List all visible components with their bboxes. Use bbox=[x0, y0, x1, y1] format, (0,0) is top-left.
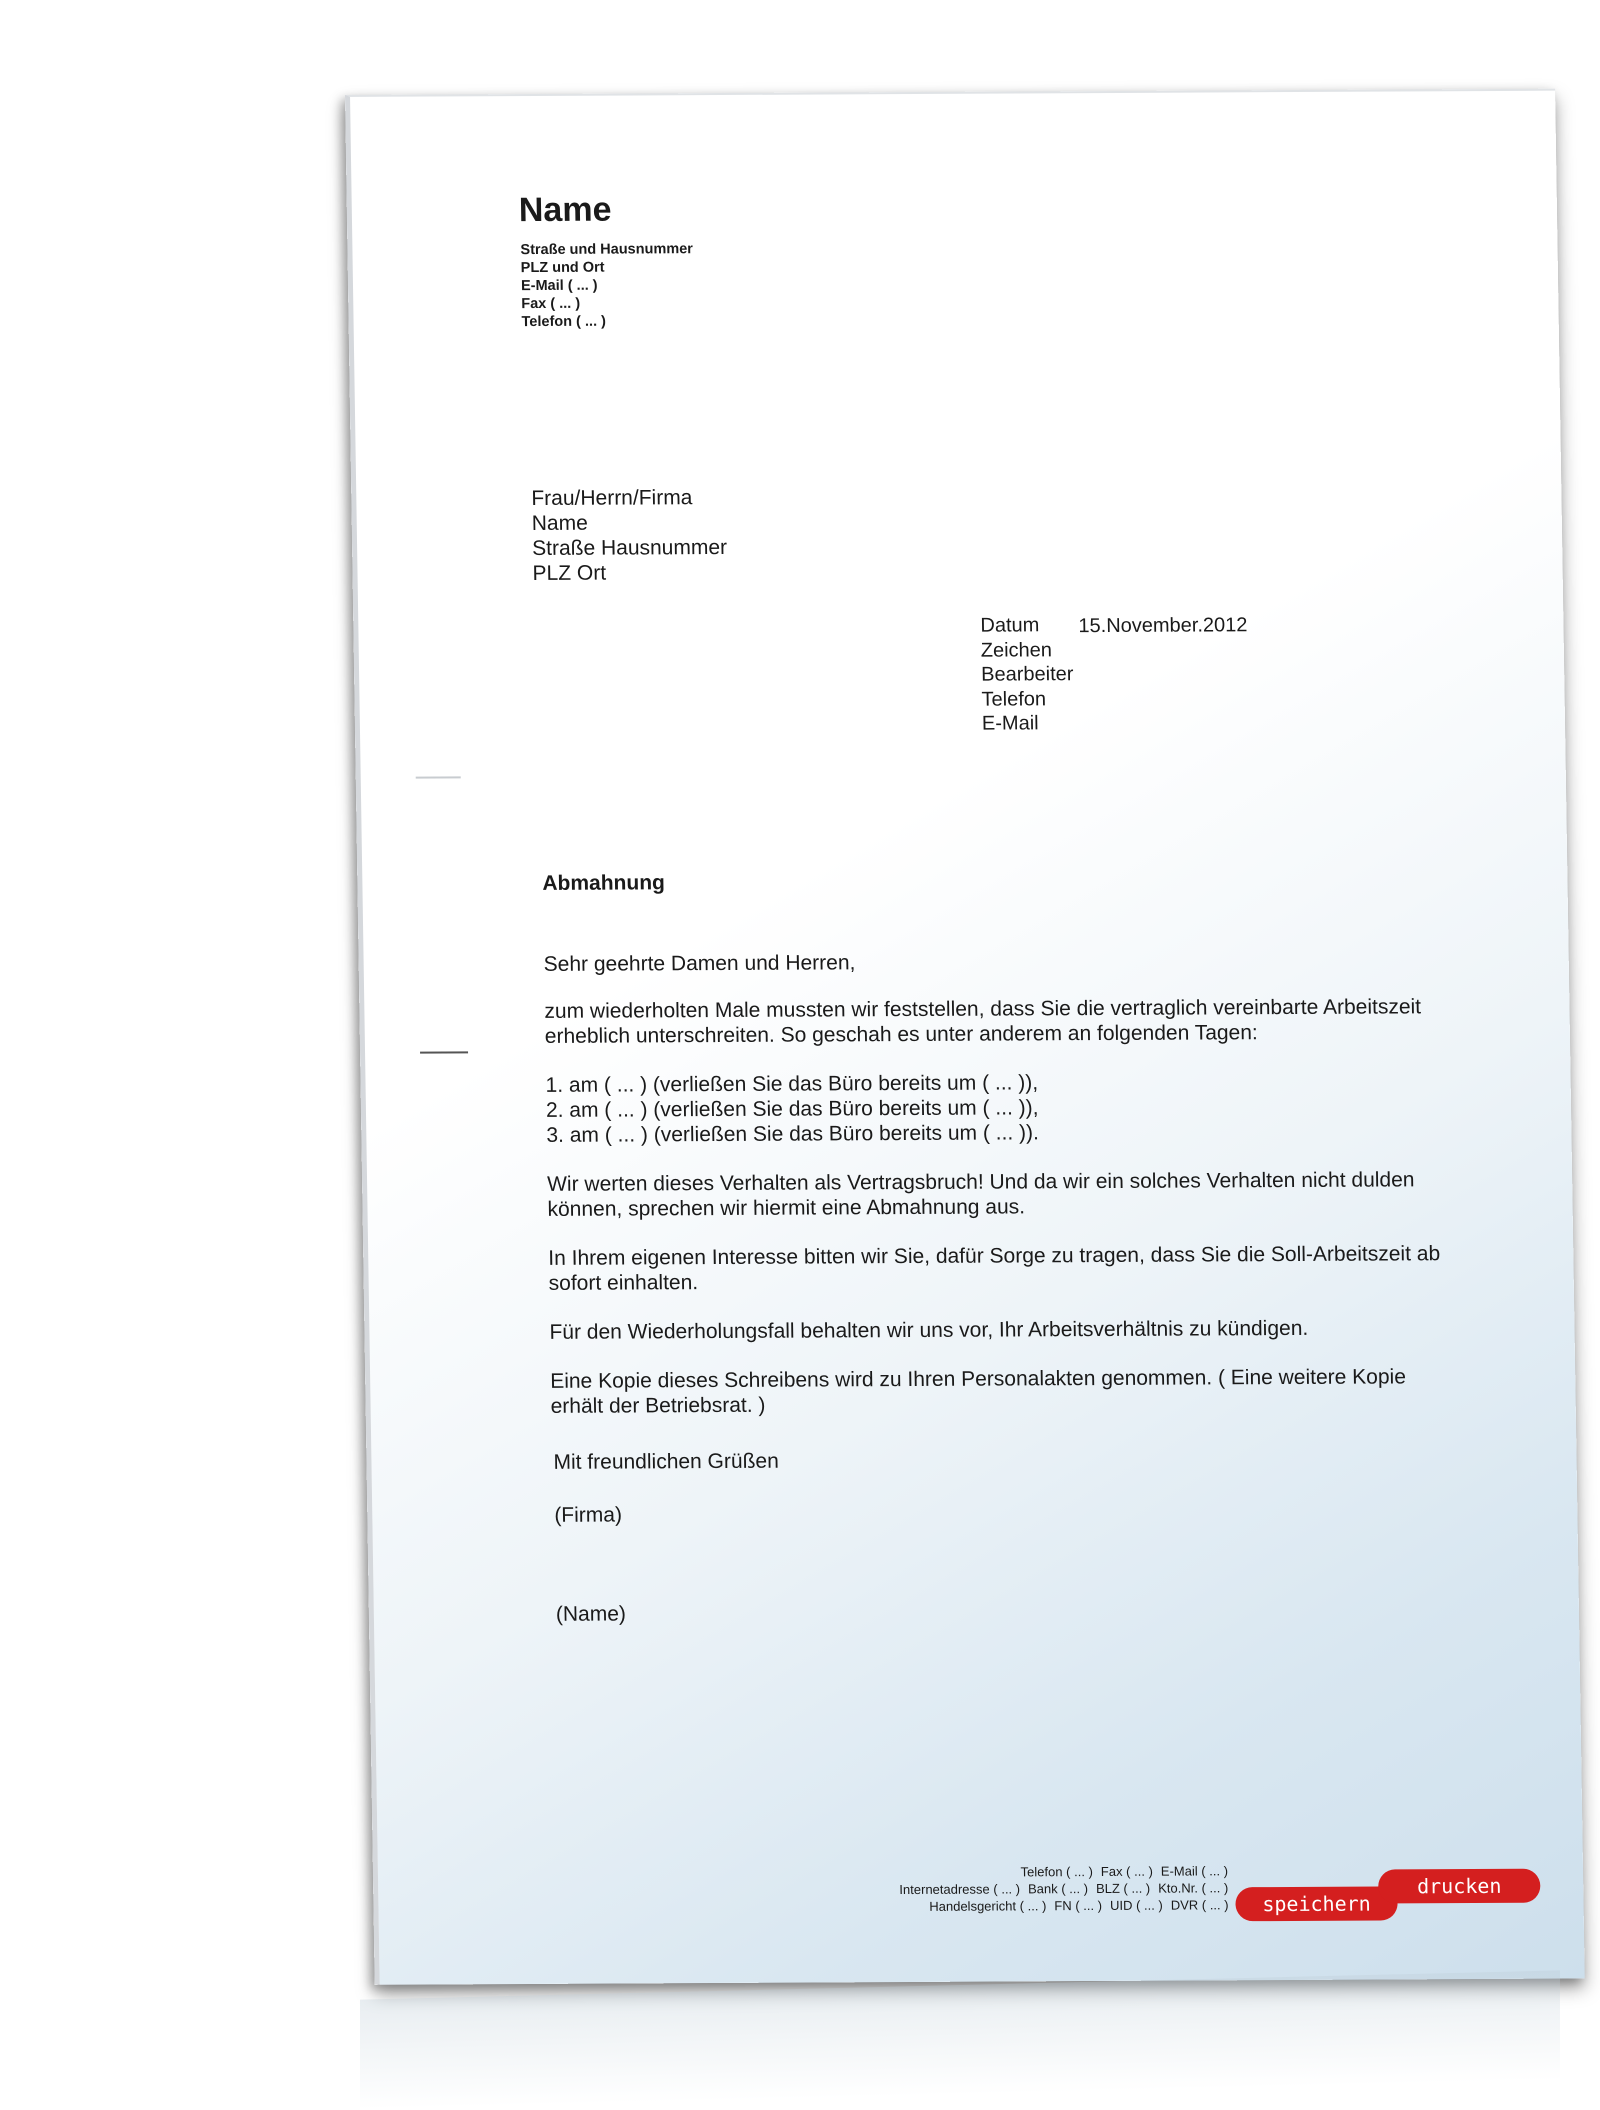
info-date-value: 15.November.2012 bbox=[1078, 614, 1248, 638]
recipient-address bbox=[531, 485, 727, 586]
letter-paragraph: In Ihrem eigenen Interesse bitten wir Sie, dafür Sorge zu tragen, dass Sie die Soll-Arbeitszeit ab sofort einhalten. bbox=[548, 1242, 1441, 1295]
letter-salutation: Sehr geehrte Damen und Herren, bbox=[543, 951, 856, 976]
sender-name: Name bbox=[518, 190, 612, 230]
letter-paragraph: Wir werten dieses Verhalten als Vertragsbruch! Und da wir ein solches Verhalten nicht dulden können, sprechen wir hiermit eine Abmahnung aus. bbox=[546, 1168, 1415, 1221]
print-button[interactable]: drucken bbox=[1378, 1869, 1541, 1904]
footer-email: E-Mail ( ... ) bbox=[1160, 1863, 1229, 1879]
letter-subject: Abmahnung bbox=[542, 871, 666, 895]
fold-mark-top bbox=[416, 776, 461, 778]
info-label-reference: Zeichen bbox=[980, 638, 1053, 662]
date-list bbox=[545, 1068, 1456, 1148]
letter-body bbox=[543, 947, 1461, 1443]
letter-paragraph: Eine Kopie dieses Schreibens wird zu Ihren Personalakten genommen. ( Eine weitere Kopie erhält der Betriebsrat. ) bbox=[550, 1365, 1407, 1418]
letter-intro: zum wiederholten Male mussten wir feststellen, dass Sie die vertraglich vereinbarte Arbeitszeit erheblich unterschreiten. So geschah es unter anderem an folgenden Tagen: bbox=[544, 995, 1422, 1048]
footer-row-contact bbox=[848, 1862, 1228, 1881]
fold-mark-middle bbox=[420, 1051, 468, 1053]
sender-address bbox=[520, 240, 694, 331]
footer-phone: Telefon ( ... ) bbox=[1020, 1864, 1093, 1880]
info-label-email: E-Mail bbox=[981, 712, 1039, 735]
sender-city: PLZ und Ort bbox=[520, 259, 605, 277]
footer-website: Internetadresse ( ... ) bbox=[899, 1881, 1021, 1898]
info-label-phone: Telefon bbox=[981, 687, 1047, 711]
sender-street: Straße und Hausnummer bbox=[520, 241, 694, 259]
footer-account: Kto.Nr. ( ... ) bbox=[1158, 1880, 1229, 1896]
recipient-street: Straße Hausnummer bbox=[531, 535, 728, 560]
signature-company: (Firma) bbox=[554, 1503, 623, 1527]
footer-fn: FN ( ... ) bbox=[1054, 1897, 1103, 1914]
sender-fax: Fax ( ... ) bbox=[521, 295, 581, 313]
footer-row-bank bbox=[848, 1879, 1228, 1898]
list-item: 2. am ( ... ) (verließen Sie das Büro bereits um ( ... )), bbox=[545, 1096, 1039, 1122]
footer-bank: Bank ( ... ) bbox=[1027, 1881, 1089, 1897]
letter-footer bbox=[848, 1862, 1229, 1915]
info-label-editor: Bearbeiter bbox=[981, 663, 1074, 686]
signature-name: (Name) bbox=[555, 1602, 627, 1626]
list-item: 1. am ( ... ) (verließen Sie das Büro bereits um ( ... )), bbox=[545, 1071, 1039, 1097]
recipient-salutation: Frau/Herrn/Firma bbox=[531, 486, 693, 511]
footer-court: Handelsgericht ( ... ) bbox=[929, 1898, 1047, 1914]
save-button[interactable]: speichern bbox=[1235, 1886, 1398, 1921]
list-item: 3. am ( ... ) (verließen Sie das Büro bereits um ( ... )). bbox=[546, 1121, 1040, 1147]
footer-uid: UID ( ... ) bbox=[1109, 1897, 1163, 1913]
footer-fax: Fax ( ... ) bbox=[1100, 1863, 1153, 1879]
sender-phone: Telefon ( ... ) bbox=[521, 313, 607, 331]
info-label-date: Datum bbox=[980, 614, 1040, 637]
info-block bbox=[980, 613, 1074, 736]
letter-page bbox=[345, 89, 1585, 1985]
footer-row-legal bbox=[848, 1896, 1228, 1915]
letter-paragraph: Für den Wiederholungsfall behalten wir uns vor, Ihr Arbeitsverhältnis zu kündigen. bbox=[549, 1316, 1309, 1344]
recipient-city: PLZ Ort bbox=[532, 561, 607, 585]
footer-dvr: DVR ( ... ) bbox=[1170, 1897, 1229, 1913]
page-reflection bbox=[360, 1970, 1560, 2109]
footer-blz: BLZ ( ... ) bbox=[1095, 1880, 1151, 1896]
letter-closing: Mit freundlichen Grüßen bbox=[553, 1449, 779, 1474]
sender-email: E-Mail ( ... ) bbox=[520, 277, 598, 295]
recipient-name: Name bbox=[531, 511, 588, 536]
